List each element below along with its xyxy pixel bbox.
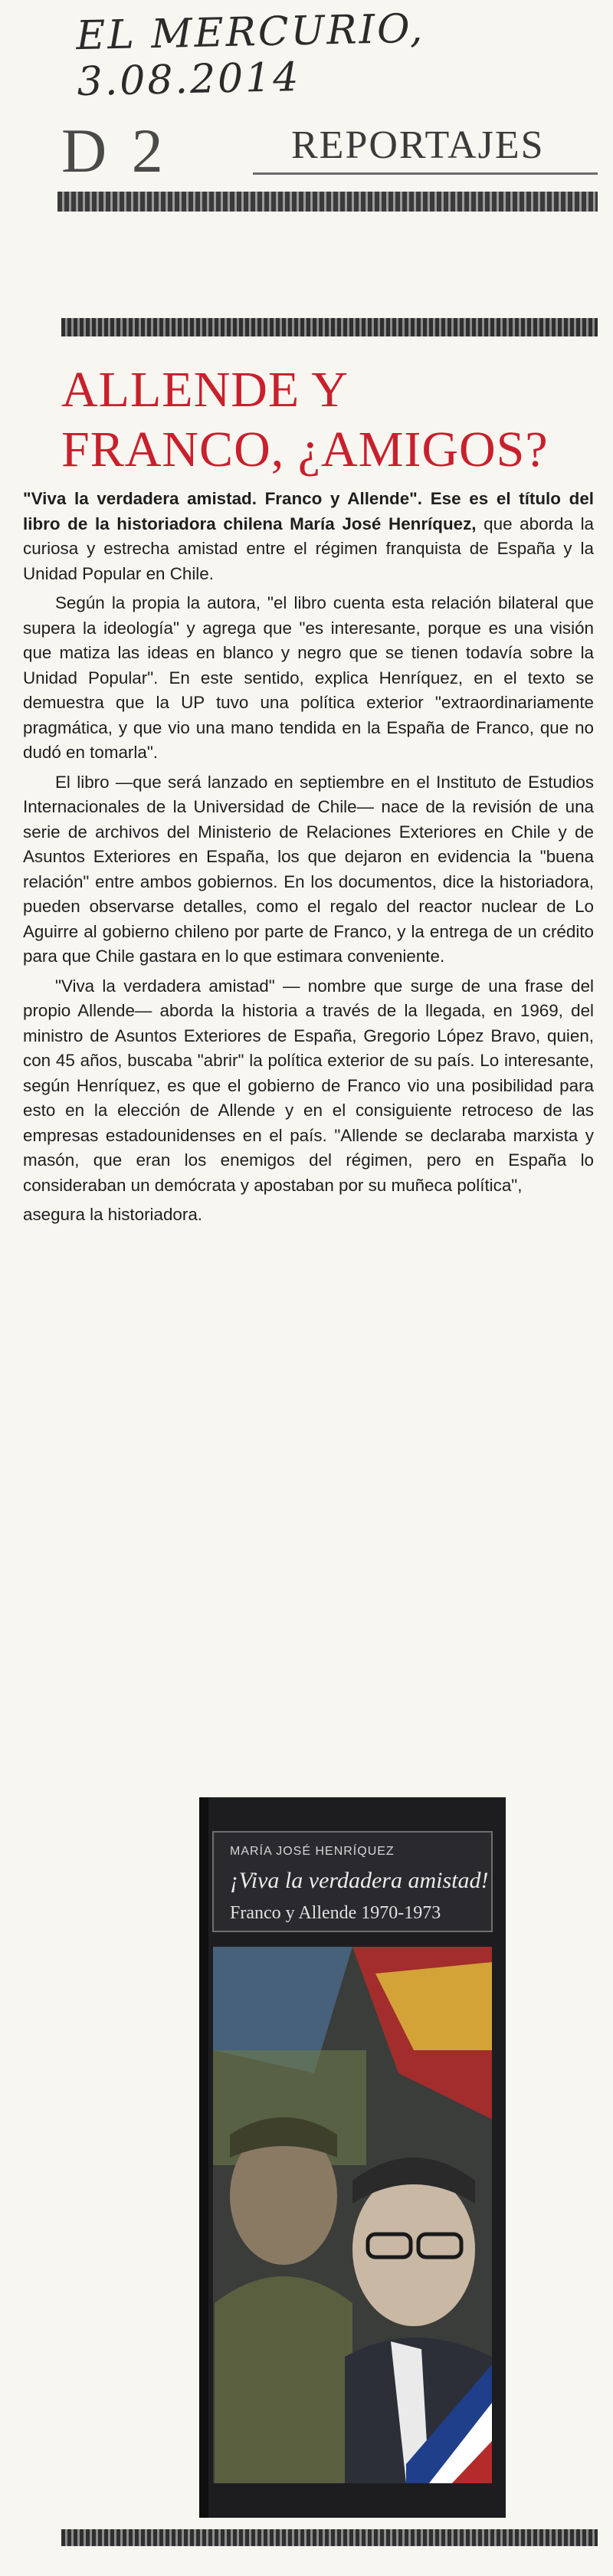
- section-name: REPORTAJES: [291, 123, 545, 167]
- allende-head: [352, 2173, 475, 2326]
- section-divider-thin: [253, 172, 598, 175]
- article-bottom-rule: [61, 2529, 598, 2546]
- headline-line-1: ALLENDE Y: [61, 362, 349, 418]
- article-body: [23, 487, 594, 1232]
- book-subtitle-text: Franco y Allende 1970-1973: [230, 1903, 441, 1923]
- article-paragraph-4-tail: asegura la historiadora.: [23, 1205, 202, 1224]
- franco-uniform: [215, 2276, 352, 2483]
- book-title-text: ¡Viva la verdadera amistad!: [230, 1868, 489, 1893]
- section-header-rule: [57, 192, 598, 212]
- headline: [61, 360, 590, 480]
- book-spine-shadow: [199, 1797, 208, 2518]
- article-lead-paragraph: [23, 487, 594, 586]
- article-paragraph-2: Según la propia la autora, "el libro cuenta esta relación bilateral que supera la ideología" y agrega que "es interesante, porque es una visión que matiza las ideas en blanco y negro que se tienen todavía sobre la Unidad Popular". En este sentido, explica Henríquez, en el texto se demuestra que la UP tuvo una política exterior "extraordinariamente pragmática, y que vio una mano tendida en la España de Franco, que no dudó en tomarla".: [23, 593, 594, 762]
- article-lead-bold: "Viva la verdadera amistad. Franco y Allende". Ese es el título del libro de la historiadora chilena María José Henríquez,: [23, 489, 594, 533]
- headline-line-2: FRANCO, ¿AMIGOS?: [61, 422, 549, 477]
- book-author-text: MARÍA JOSÉ HENRÍQUEZ: [230, 1845, 395, 1858]
- book-cover-image: [199, 1797, 506, 2518]
- article-lead-rest: que aborda la curiosa y estrecha amistad entre el régimen franquista de España y la Unidad Popular en Chile.: [23, 514, 594, 583]
- handwritten-source-note: EL MERCURIO, 3.08.2014: [75, 5, 425, 106]
- article-paragraph-3: El libro —que será lanzado en septiembre en el Instituto de Estudios Internacionales de la Universidad de Chile— nace de la revisión de una serie de archivos del Ministerio de Relaciones Exteriores en Chile y de Asuntos Exteriores en España, los que dejaron en evidencia la "buena relación" entre ambos gobiernos. En los documentos, dice la historiadora, pueden observarse detalles, como el regalo del reactor nuclear de Lo Aguirre al gobierno chileno por parte de Franco, y la entrega de un crédito para que Chile gastara en lo que estimara conveniente.: [23, 772, 594, 966]
- headline-top-rule: [61, 318, 598, 336]
- section-number: D 2: [61, 116, 168, 185]
- article-paragraph-4: "Viva la verdadera amistad" — nombre que surge de una frase del propio Allende— aborda la historia a través de la llegada, en 1969, del ministro de Asuntos Exteriores de España, Gregorio López Bravo, quien, con 45 años, buscaba "abrir" la política exterior de su país. Lo interesante, según Henríquez, es que el gobierno de Franco vio una posibilidad para esto en la elección de Allende y en el consiguiente retroceso de las empresas estadounidenses en el país. "Allende se declaraba marxista y masón, que eran los enemigos del régimen, pero en España lo consideraban un demócrata y apostaban por su muñeca política",: [23, 976, 594, 1195]
